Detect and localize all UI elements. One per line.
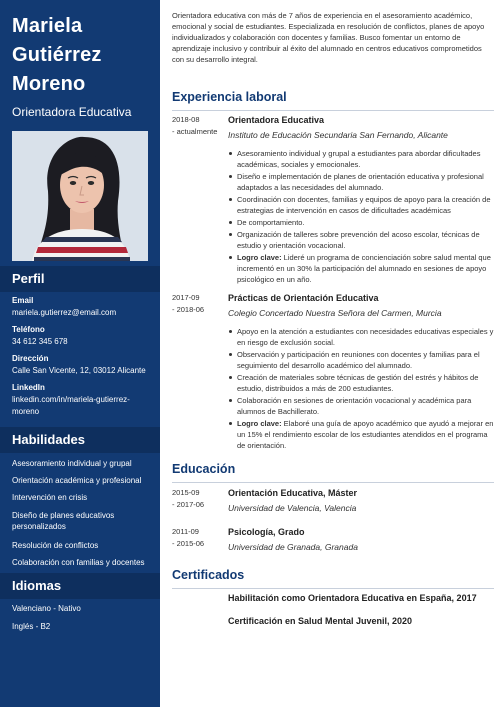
education-entry (228, 526, 494, 553)
key-achievement (228, 418, 494, 451)
contact-linkedin (12, 383, 154, 418)
contact-email (12, 296, 154, 319)
language-item: Valenciano - Nativo (12, 604, 81, 613)
responsibility-item: De comportamiento. (228, 217, 494, 228)
employer: Colegio Concertado Nuestra Señora del Carmen, Murcia (228, 308, 442, 318)
date-end: - 2017-06 (172, 500, 205, 509)
skill-item: Intervención en crisis (12, 493, 88, 502)
contact-label: Teléfono (12, 325, 45, 334)
key-achievement (228, 252, 494, 285)
skill-item: Resolución de conflictos (12, 541, 99, 550)
date-end: - 2015-06 (172, 539, 205, 548)
contact-label: LinkedIn (12, 383, 45, 392)
responsibility-item: Observación y participación en reuniones con docentes y familias para el seguimiento del desarrollo académico del alumnado. (228, 349, 494, 371)
date-start: 2017-09 (172, 293, 200, 302)
skills-heading: Habilidades (0, 427, 160, 453)
employer: Instituto de Educación Secundaria San Fernando, Alicante (228, 130, 448, 140)
institution: Universidad de Granada, Granada (228, 542, 358, 552)
experience-entry (228, 114, 494, 286)
contact-label: Dirección (12, 354, 49, 363)
portrait-illustration (12, 131, 148, 261)
date-end: - 2018-06 (172, 305, 205, 314)
main-content (160, 0, 500, 707)
contact-address (12, 354, 154, 377)
responsibility-list (228, 148, 494, 285)
experience-heading: Experiencia laboral (172, 90, 494, 111)
profile-summary: Orientadora educativa con más de 7 años de experiencia en el asesoramiento académico, emocional y social de estudiantes. Especializada en resolución de conflictos, planes de apoyo individualizados y colaboración con docentes y familias. Busco fomentar un entorno de aprendizaje inclusivo y contribuir al éxito del alumnado en centros educativos comprometidos con su desarrollo integral. (172, 11, 485, 64)
job-title: Prácticas de Orientación Educativa (228, 293, 379, 303)
experience-date (172, 292, 224, 316)
education-entry (228, 487, 494, 514)
language-item: Inglés - B2 (12, 622, 51, 631)
name-line-first: Mariela (12, 15, 83, 37)
responsibility-list (228, 326, 494, 451)
skill-item: Asesoramiento individual y grupal (12, 459, 132, 468)
contact-value: mariela.gutierrez@email.com (12, 308, 117, 317)
responsibility-item: Creación de materiales sobre técnicas de gestión del estrés y hábitos de estudio, distribuidos a más de 200 estudiantes. (228, 372, 494, 394)
education-date (172, 526, 224, 550)
date-start: 2011-09 (172, 527, 199, 536)
key-achievement-text: Elaboré una guía de apoyo académico que ayudó a mejorar en un 15% el rendimiento escolar de los estudiantes atendidos en el programa de orientación. (237, 419, 494, 450)
languages-heading: Idiomas (0, 573, 160, 599)
key-achievement-label: Logro clave: (237, 419, 282, 428)
education-heading: Educación (172, 462, 494, 483)
responsibility-item: Coordinación con docentes, familias y equipos de apoyo para la creación de estrategias de intervención en casos de dificultades académicas (228, 194, 494, 216)
contact-value: 34 612 345 678 (12, 337, 68, 346)
profile-heading: Perfil (0, 266, 160, 292)
certificate-item: Certificación en Salud Mental Juvenil, 2020 (228, 616, 413, 626)
degree-title: Orientación Educativa, Máster (228, 488, 358, 498)
profile-photo (12, 131, 148, 261)
contact-value: linkedin.com/in/mariela-gutierrez-moreno (12, 395, 130, 416)
certificates-heading: Certificados (172, 568, 494, 589)
skill-item: Colaboración con familias y docentes (12, 558, 145, 567)
degree-title: Psicología, Grado (228, 527, 305, 537)
experience-entry (228, 292, 494, 452)
key-achievement-label: Logro clave: (237, 253, 282, 262)
job-role: Orientadora Educativa (12, 105, 132, 119)
responsibility-item: Colaboración en sesiones de orientación vocacional y académica para alumnos de Bachillerato. (228, 395, 494, 417)
key-achievement-text: Lideré un programa de concienciación sobre salud mental que incrementó en un 30% la participación del alumnado en sesiones de apoyo psicológico en un año. (237, 253, 491, 284)
responsibility-item: Organización de talleres sobre prevención del acoso escolar, técnicas de estudio y orientación vocacional. (228, 229, 494, 251)
name-line-third: Moreno (12, 73, 86, 95)
date-start: 2015-09 (172, 488, 200, 497)
education-date (172, 487, 224, 511)
skill-item: Orientación académica y profesional (12, 476, 142, 485)
responsibility-item: Diseño e implementación de planes de orientación educativa y profesional adaptados a las necesidades del alumnado. (228, 171, 494, 193)
institution: Universidad de Valencia, Valencia (228, 503, 357, 513)
date-end: - actualmente (172, 127, 218, 136)
experience-date (172, 114, 224, 138)
responsibility-item: Asesoramiento individual y grupal a estudiantes para abordar dificultades académicas, sociales y emocionales. (228, 148, 494, 170)
name-line-second: Gutiérrez (12, 44, 102, 66)
date-start: 2018-08 (172, 115, 200, 124)
certificate-item: Habilitación como Orientadora Educativa en España, 2017 (228, 593, 477, 603)
sidebar (0, 0, 160, 707)
contact-label: Email (12, 296, 34, 305)
contact-value: Calle San Vicente, 12, 03012 Alicante (12, 366, 146, 375)
contact-phone (12, 325, 154, 348)
name-block (0, 0, 160, 119)
responsibility-item: Apoyo en la atención a estudiantes con necesidades educativas especiales y en riesgo de exclusión social. (228, 326, 494, 348)
skill-item: Diseño de planes educativos personalizados (12, 511, 115, 531)
job-title: Orientadora Educativa (228, 115, 325, 125)
